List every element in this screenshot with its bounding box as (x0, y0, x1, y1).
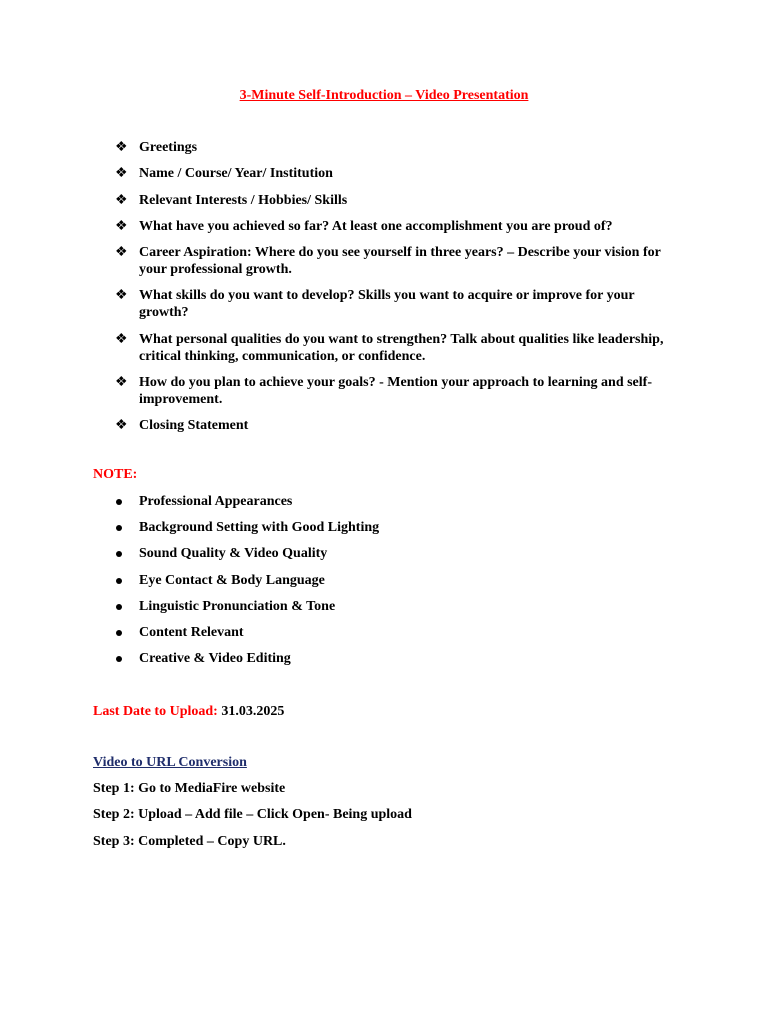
diamond-bullet-icon: ❖ (115, 331, 128, 347)
diamond-bullet-icon: ❖ (115, 418, 128, 434)
diamond-bullet-icon: ❖ (115, 218, 128, 234)
topic-item (0, 192, 679, 209)
topic-text: Greetings (139, 140, 198, 155)
note-item (0, 572, 768, 589)
conversion-step: Step 1: Go to MediaFire website (93, 781, 286, 796)
topic-list (0, 139, 768, 444)
note-heading: NOTE: (93, 467, 138, 482)
note-item (0, 519, 768, 536)
conversion-heading-link[interactable]: Video to URL Conversion (93, 755, 247, 770)
diamond-bullet-icon: ❖ (115, 192, 128, 208)
bullet-dot-icon (116, 604, 122, 610)
note-item (0, 624, 768, 641)
diamond-bullet-icon: ❖ (115, 166, 128, 182)
diamond-bullet-icon: ❖ (115, 245, 128, 261)
bullet-dot-icon (116, 499, 122, 505)
note-text: Background Setting with Good Lighting (139, 520, 380, 536)
note-text: Sound Quality & Video Quality (139, 546, 328, 562)
topic-text: Closing Statement (139, 418, 249, 434)
note-text: Linguistic Pronunciation & Tone (139, 598, 336, 614)
conversion-step: Step 2: Upload – Add file – Click Open- Being upload (93, 807, 412, 823)
topic-item (0, 244, 679, 278)
topic-text: Relevant Interests / Hobbies/ Skills (139, 192, 348, 208)
bullet-dot-icon (116, 578, 122, 584)
topic-item (0, 165, 679, 182)
topic-item (0, 374, 679, 408)
note-item (0, 650, 768, 667)
topic-text: Career Aspiration: Where do you see yourself in three years? – Describe your vision for your professional growth. (139, 245, 661, 278)
note-item (0, 545, 768, 562)
topic-text: What personal qualities do you want to strengthen? Talk about qualities like leadership, critical thinking, communication, or confidence. (139, 331, 664, 364)
topic-text: How do you plan to achieve your goals? - Mention your approach to learning and self-improvement. (139, 375, 652, 408)
deadline-date: 31.03.2025 (221, 704, 285, 719)
note-item (0, 493, 768, 510)
note-text: Eye Contact & Body Language (139, 572, 325, 588)
topic-item (0, 417, 679, 434)
topic-item (0, 139, 679, 156)
diamond-bullet-icon: ❖ (115, 375, 128, 391)
diamond-bullet-icon: ❖ (115, 288, 128, 304)
topic-item (0, 218, 679, 235)
bullet-dot-icon (116, 630, 122, 636)
diamond-bullet-icon: ❖ (115, 140, 128, 155)
bullet-dot-icon (116, 551, 122, 557)
topic-text: What have you achieved so far? At least one accomplishment you are proud of? (139, 218, 613, 234)
note-text: Creative & Video Editing (139, 651, 291, 667)
deadline-label: Last Date to Upload: (93, 704, 218, 719)
conversion-steps (93, 780, 412, 859)
upload-deadline (93, 703, 284, 720)
document-title: 3-Minute Self-Introduction – Video Presentation (239, 88, 529, 103)
note-list (0, 493, 768, 676)
bullet-dot-icon (116, 525, 122, 531)
topic-text: Name / Course/ Year/ Institution (139, 166, 333, 182)
topic-text: What skills do you want to develop? Skills you want to acquire or improve for your growth? (139, 288, 635, 321)
conversion-step: Step 3: Completed – Copy URL. (93, 833, 286, 849)
note-item (0, 598, 768, 615)
topic-item (0, 331, 679, 365)
note-text: Professional Appearances (139, 494, 293, 509)
note-text: Content Relevant (139, 624, 244, 640)
topic-item (0, 287, 679, 321)
bullet-dot-icon (116, 656, 122, 662)
